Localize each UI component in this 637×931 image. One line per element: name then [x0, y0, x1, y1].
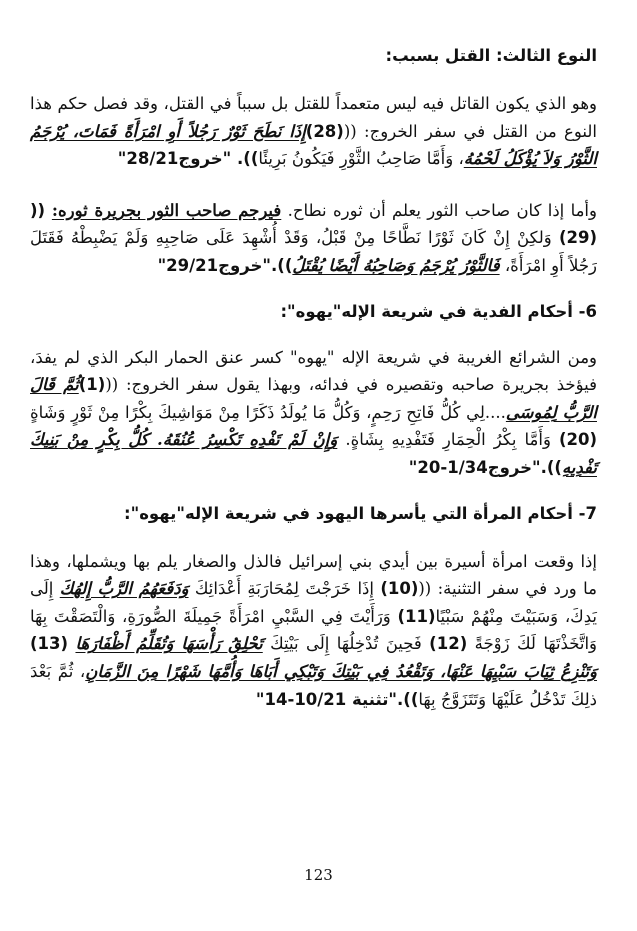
emphasis-text: فيرجم صاحب الثور بجريرة ثوره:	[51, 200, 282, 220]
verse-number: (12)	[429, 634, 468, 654]
text: ....لِي كُلُّ فَاتِحِ رَحِمٍ، وَكُلُّ مَا يُولَدُ ذَكَرًا مِنْ مَوَاشِيكَ بِكْرًا مِنْ ثَوْرٍ وَشَاةٍ	[30, 402, 506, 422]
section-heading-indirect-killing: النوع الثالث: القتل بسبب:	[385, 46, 597, 65]
citation-text: ))."خروج	[218, 255, 293, 275]
quote-open: ((	[30, 200, 52, 220]
section-heading-captive-woman: 7- أحكام المرأة التي يأسرها اليهود في شريعة الإله"يهوه":	[124, 503, 597, 523]
verse-number: (13)	[30, 634, 69, 654]
citation-close: "	[117, 149, 127, 169]
paragraph-indirect-killing	[30, 90, 597, 173]
book-page	[30, 42, 597, 931]
citation-ref: 10/21-14	[264, 689, 347, 709]
paragraph-goring-ox	[30, 197, 597, 280]
citation-close: "	[408, 457, 418, 477]
citation-text: ))."خروج	[487, 457, 562, 477]
verse-quote: إِذَا نَطَحَ ثَوْرٌ رَجُلاً أَوِ امْرَأَةً فَمَاتَ، يُرْجَمُ الثَّوْرُ وَلاَ يُؤْكَلُ لَحْمُهُ	[30, 121, 597, 169]
verse-number: (20)	[558, 430, 597, 450]
citation-ref: 29/21	[166, 255, 219, 275]
citation-ref: 28/21	[126, 149, 179, 169]
text: إذا وقعت امرأة أسيرة بين أيدي بني إسرائيل فالذل والصغار يلم بها ويشملها، وهذا ما ورد في سفر التثنية: ((	[30, 551, 597, 599]
citation-text: ))."تثنية	[346, 689, 419, 709]
text: ، ثُمَّ بَعْدَ ذلِكَ تَدْخُلُ عَلَيْهَا وَتَتَزَوَّجُ بِهَا	[30, 661, 597, 709]
paragraph-ransom	[30, 344, 597, 482]
citation-close: "	[255, 689, 265, 709]
text: وَرَأَيْتَ فِي السَّبْيِ امْرَأَةً جَمِيلَةَ الصُّورَةِ، وَالْتَصَقْتَ بِهَا وَاتَّخَذْتَهَا لَكَ زَوْجَةً	[30, 606, 598, 654]
page-number: 123	[304, 866, 333, 884]
verse-quote: تَحْلِقُ رَأْسَهَا وَتُقَلِّمُ أَظْفَارَهَا	[75, 634, 263, 654]
verse-quote: وَإِنْ لَمْ تَفْدِهِ تَكْسِرُ عُنُقَهُ. كُلُّ بِكْرٍ مِنْ بَنِيكَ تَفْدِيهِ	[30, 430, 597, 477]
text: ، وَأَمَّا صَاحِبُ الثَّوْرِ فَيَكُونُ بَرِيئًا	[258, 149, 464, 169]
citation-ref: 1/34-20	[417, 457, 488, 477]
section-heading-ransom: 6- أحكام الفدية في شريعة الإله"يهوه":	[280, 301, 597, 321]
text: وَلكِنْ إِنْ كَانَ ثَوْرًا نَطَّاحًا مِنْ قَبْلُ، وَقَدْ أُشْهِدَ عَلَى صَاحِبِهِ وَلَمْ يَضْبِطْهُ فَقَتَلَ رَجُلاً أَوِ امْرَأَةً،	[30, 228, 597, 275]
verse-number: (28)	[305, 121, 344, 141]
verse-quote: فَالثَّوْرُ يُرْجَمُ وَصَاحِبُهُ أَيْضًا يُقْتَلُ	[292, 255, 500, 275]
paragraph-captive-woman	[30, 548, 597, 714]
verse-number: (1)	[78, 375, 106, 395]
verse-quote: وَتَنْزِعُ ثِيَابَ سَبْيِهَا عَنْهَا، وَتَقْعُدُ فِي بَيْتِكَ وَتَبْكِي أَبَاهَا وَأُمَّهَا شَهْرًا مِنَ الزَّمَانِ	[85, 661, 598, 681]
text: إِذَا خَرَجْتَ لِمُحَارَبَةِ أَعْدَائِكَ	[188, 579, 381, 599]
verse-number: (11)	[397, 606, 436, 626]
text: ومن الشرائع الغريبة في شريعة الإله "يهوه" كسر عنق الحمار البكر الذي لم يفدَ، فيؤخذ بجريرة صاحبه وتقصيره في فدائه، وبهذا يقول سفر الخروج: ((	[30, 347, 597, 395]
text: وهو الذي يكون القاتل فيه ليس متعمداً للقتل بل سبباً في القتل، وقد فصل حكم هذا النوع من القتل في سفر الخروج: ((	[30, 94, 597, 141]
verse-number: (10)	[380, 579, 419, 599]
verse-quote: وَدَفَعَهُمُ الرَّبُّ إِلهُكَ	[59, 579, 189, 599]
text: فَحِينَ تُدْخِلُهَا إِلَى بَيْتِكَ	[262, 634, 430, 654]
text: وأما إذا كان صاحب الثور يعلم أن ثوره نطاح.	[281, 200, 597, 220]
text: وَأَمَّا بِكْرُ الْحِمَارِ فَتَفْدِيهِ بِشَاةٍ.	[337, 430, 559, 450]
citation-text: )). "خروج	[178, 149, 259, 169]
verse-number: (29)	[558, 228, 597, 248]
citation-close: "	[157, 255, 167, 275]
verse-quote: ثُمَّ قَالَ الرَّبُّ لِمُوسَى	[30, 375, 597, 422]
text: إِلَى يَدِكَ، وَسَبَيْتَ مِنْهُمْ سَبْيًا	[30, 579, 597, 626]
